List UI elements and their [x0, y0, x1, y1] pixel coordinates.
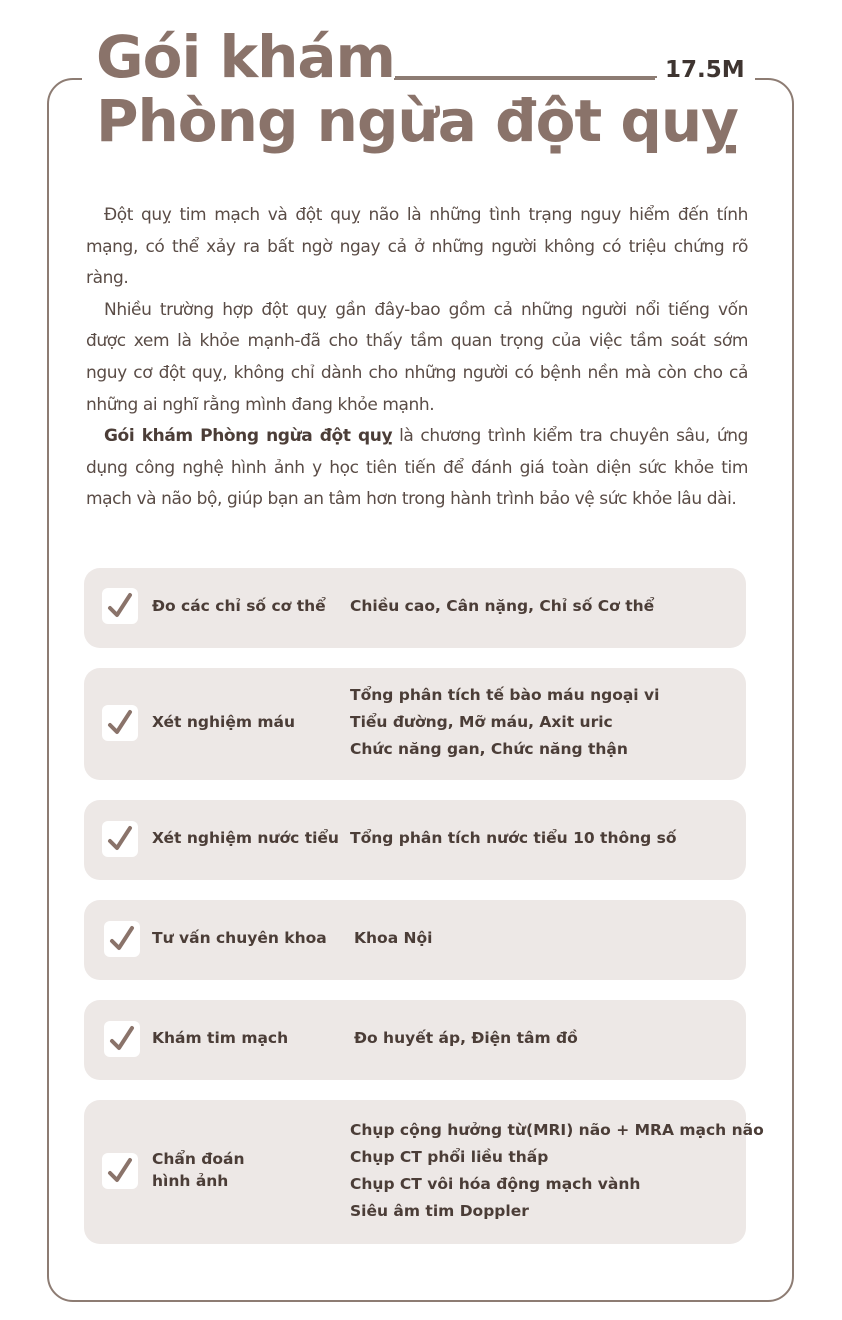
- package-title-line2: Phòng ngừa đột quỵ: [96, 87, 738, 155]
- item-detail: Chụp cộng hưởng từ(MRI) não + MRA mạch não: [350, 1121, 764, 1139]
- package-title-line1: Gói khám: [96, 23, 395, 91]
- item-detail: Đo huyết áp, Điện tâm đồ: [354, 1029, 578, 1047]
- item-label: [152, 1148, 245, 1192]
- item-label: Xét nghiệm máu: [152, 713, 296, 731]
- intro-paragraph-2: Nhiều trường hợp đột quỵ gần đây-bao gồm cả những người nổi tiếng vốn được xem là khỏe mạnh-đã cho thấy tầm quan trọng của việc tầm soát sớm nguy cơ đột quỵ, không chỉ dành cho những người có bệnh nền mà còn cho cả những ai nghĩ rằng mình đang khỏe mạnh.: [86, 299, 748, 415]
- intro-paragraph-3: [86, 421, 748, 516]
- checklist-item: [84, 900, 746, 980]
- check-icon: [104, 1021, 140, 1057]
- item-detail: Khoa Nội: [354, 929, 433, 947]
- checklist-item: [84, 1000, 746, 1080]
- item-detail: Chụp CT phổi liều thấp: [350, 1148, 549, 1166]
- item-detail: Tổng phân tích tế bào máu ngoại vi: [350, 686, 660, 704]
- checklist-item: [84, 800, 746, 880]
- item-detail: Siêu âm tim Doppler: [350, 1202, 529, 1220]
- intro-text: [86, 200, 748, 516]
- item-label: Đo các chỉ số cơ thể: [152, 597, 326, 615]
- check-icon: [102, 1153, 138, 1189]
- item-details: [350, 593, 654, 620]
- item-label: Tư vấn chuyên khoa: [152, 929, 327, 947]
- check-icon: [102, 821, 138, 857]
- item-label-line2: hình ảnh: [152, 1172, 229, 1190]
- package-price: 17.5M: [665, 57, 745, 83]
- item-detail: Chụp CT vôi hóa động mạch vành: [350, 1175, 641, 1193]
- item-detail: Chiều cao, Cân nặng, Chỉ số Cơ thể: [350, 597, 655, 615]
- item-detail: Tổng phân tích nước tiểu 10 thông số: [350, 829, 677, 847]
- item-detail: Tiểu đường, Mỡ máu, Axit uric: [350, 713, 613, 731]
- checklist-item: [84, 668, 746, 780]
- item-details: [350, 682, 659, 763]
- item-details: [350, 1117, 764, 1225]
- check-icon: [102, 588, 138, 624]
- intro-paragraph-3-rest: là chương trình kiểm tra chuyên sâu, ứng dụng công nghệ hình ảnh y học tiên tiến để đánh giá toàn diện sức khỏe tim mạch và não bộ, giúp bạn an tâm hơn trong hành trình bảo vệ sức khỏe lâu dài.: [86, 426, 748, 510]
- item-details: [354, 1025, 578, 1052]
- item-details: [354, 925, 432, 952]
- item-label: Khám tim mạch: [152, 1029, 289, 1047]
- checklist-item: [84, 1100, 764, 1244]
- title-divider: [395, 76, 657, 78]
- intro-paragraph-1: Đột quỵ tim mạch và đột quỵ não là những tình trạng nguy hiểm đến tính mạng, có thể xảy ra bất ngờ ngay cả ở những người không có triệu chứng rõ ràng.: [86, 205, 748, 289]
- checklist-item: [84, 568, 746, 648]
- check-icon: [104, 921, 140, 957]
- check-icon: [102, 705, 138, 741]
- item-details: [350, 825, 677, 852]
- item-detail: Chức năng gan, Chức năng thận: [350, 740, 628, 758]
- item-label: Xét nghiệm nước tiểu: [152, 829, 339, 847]
- package-name-bold: Gói khám Phòng ngừa đột quỵ: [104, 426, 393, 447]
- item-label-line1: Chẩn đoán: [152, 1150, 245, 1168]
